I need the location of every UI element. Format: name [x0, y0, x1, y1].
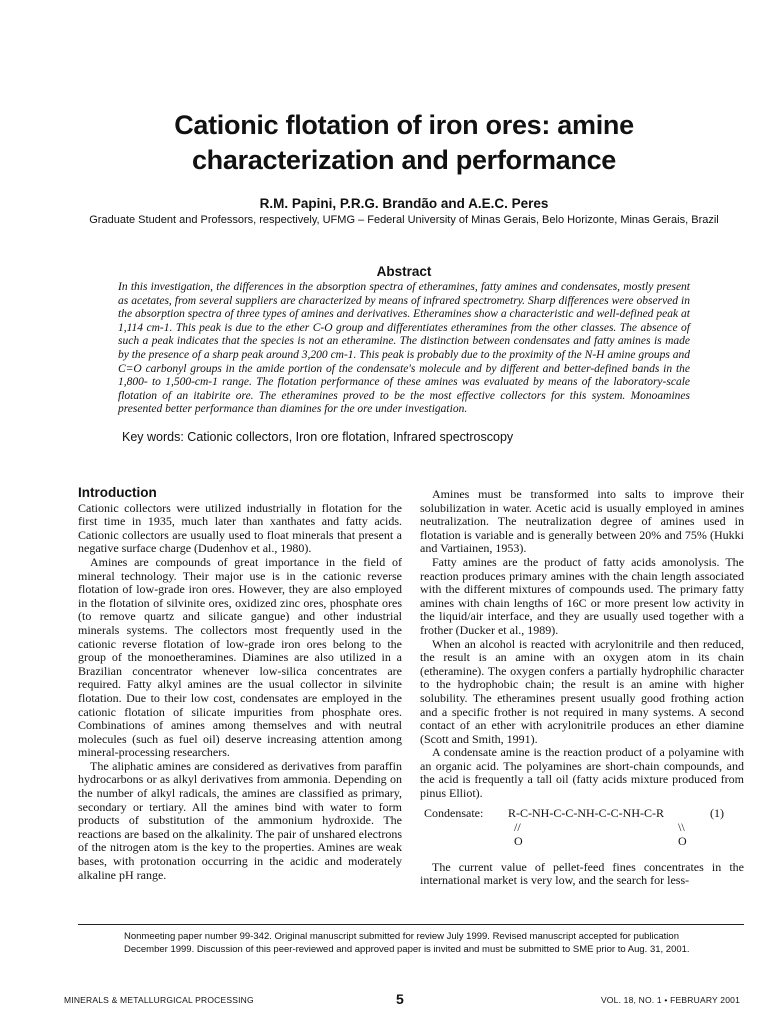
footnote: Nonmeeting paper number 99-342. Original manuscript submitted for review July 1999. Revised manuscript accepted for publication December 1999. Discussion of this peer-reviewed and approved paper is invited and must be submitted to SME prior to Aug. 31, 2001. — [124, 931, 690, 955]
page-number: 5 — [396, 991, 404, 1007]
affiliation: Graduate Student and Professors, respectively, UFMG – Federal University of Minas Gerais, Belo Horizonte, Minas Gerais, Brazil — [89, 214, 719, 226]
oxygen-left: O — [514, 833, 523, 848]
abstract-heading: Abstract — [376, 264, 432, 279]
equation-number: (1) — [710, 805, 724, 820]
body-paragraph: A condensate amine is the reaction product of a polyamine with an organic acid. The polyamines are short-chain compounds, and the acid is frequently a tall oil (fatty acids mixture produced from pinus Elliot). — [420, 745, 744, 801]
footnote-rule — [78, 924, 744, 925]
body-paragraph: When an alcohol is reacted with acrylonitrile and then reduced, the result is an amine with an oxygen atom in its chain (etheramine). The oxygen confers a partially hydrophilic character to the hydrophobic chain; the result is an amine with higher solubility. The etheramines present usually good frothing action and a specific frother is not required in many systems. A second contact of an ether with acrylonitrile produces an ether diamine (Scott and Smith, 1991). — [420, 636, 744, 746]
abstract-text: In this investigation, the differences in the absorption spectra of etheramines, fatty amines and condensates, mostly present as acetates, from several suppliers are characterized by means of infrared spectrometry. Sharp differences were observed in the absorption spectra of three types of amines and derivatives. Etheramines show a characteristic and well-defined peak at 1,114 cm-1. This peak is due to the ether C-O group and differentiates etheramines from the other classes. The absence of such a peak indicates that the species is not an etheramine. The distinction between condensates and fatty amines is made by the presence of a sharp peak around 3,200 cm-1. This peak is probably due to the proximity of the N-H amine groups and C=O carbonyl groups in the amide portion of the condensate's molecule and by different and better-defined bands in the 1,800- to 1,500-cm-1 range. The flotation performance of these amines was evaluated by means of the laboratory-scale flotation of an itabirite ore. The etheramines proved to be the most effective collectors for this system. Monoamines presented better performance than diamines for the ore under investigation. — [118, 281, 690, 416]
right-column — [420, 488, 744, 888]
left-column — [78, 486, 402, 882]
body-paragraph: Amines must be transformed into salts to improve their solubilization in water. Acetic acid is usually employed in amines neutralization. The neutralization degree of amines used in flotation is variable and is generally between 20% and 75% (Hukki and Vartiainen, 1953). — [420, 487, 744, 556]
double-bond-right: \\ — [678, 819, 685, 834]
oxygen-right: O — [678, 833, 687, 848]
formula-label: Condensate: — [424, 805, 484, 820]
keywords: Key words: Cationic collectors, Iron ore flotation, Infrared spectroscopy — [122, 430, 514, 444]
introduction-heading: Introduction — [78, 485, 157, 500]
intro-paragraph: Cationic collectors were utilized industrially in flotation for the first time in 1935, much later than xanthates and fatty acids. Cationic collectors are usually used to float minerals that present a negative surface charge (Dudenhov et al., 1980). — [78, 500, 402, 556]
intro-paragraph: The aliphatic amines are considered as derivatives from paraffin hydrocarbons or as alkyl derivatives from ammonia. Depending on the number of alkyl radicals, the amines are classified as primary, secondary or tertiary. All the amines bind with water to form products of substitution of the ammonium hydroxide. The reactions are based on the alkalinity. The pair of unshared electrons of the nitrogen atom is the key to the properties. Amines are weak bases, with protonation occurring in the acidic and moderately alkaline pH range. — [78, 758, 402, 882]
paper-title: Cationic flotation of iron ores: amine characterization and performance — [174, 110, 634, 175]
formula-structure: R-C-NH-C-C-NH-C-C-NH-C-R — [508, 805, 664, 820]
issue-info: VOL. 18, NO. 1 • FEBRUARY 2001 — [600, 995, 740, 1005]
body-paragraph: Fatty amines are the product of fatty acids amonolysis. The reaction produces primary amines with the chain length associated with the different mixtures of compounds used. The primary fatty amines with chain lengths of 16C or more present low activity in the liquid/air interface, and they are usually used together with a frother (Ducker et al., 1989). — [420, 554, 744, 637]
intro-paragraph: Amines are compounds of great importance in the field of mineral technology. Their major use is in the cationic reverse flotation of low-grade iron ores. However, they are also employed in the flotation of silvinite ores, oxidized zinc ores, phosphate ores (to remove quartz and silicate gangue) and other industrial minerals systems. The collectors most frequently used in the cationic reverse flotation of low-grade iron ores belong to the group of the monoetheramines. Diamines are also utilized in a Brazilian concentrator whenever low-silica concentrates are required. Fatty alkyl amines are the usual collector in silvinite flotation. Due to their low cost, condensates are employed in the cationic flotation of silicate impurities from phosphate ores. Combinations of amines among themselves and with neutral molecules (such as fuel oil) deserve increasing attention among mineral-processing researchers. — [78, 554, 402, 760]
double-bond-left: // — [514, 819, 521, 834]
authors: R.M. Papini, P.R.G. Brandão and A.E.C. Peres — [259, 196, 549, 211]
journal-name: MINERALS & METALLURGICAL PROCESSING — [64, 995, 254, 1005]
condensate-formula — [420, 807, 744, 851]
body-paragraph: The current value of pellet-feed fines concentrates in the international market is very low, and the search for less- — [420, 859, 744, 888]
